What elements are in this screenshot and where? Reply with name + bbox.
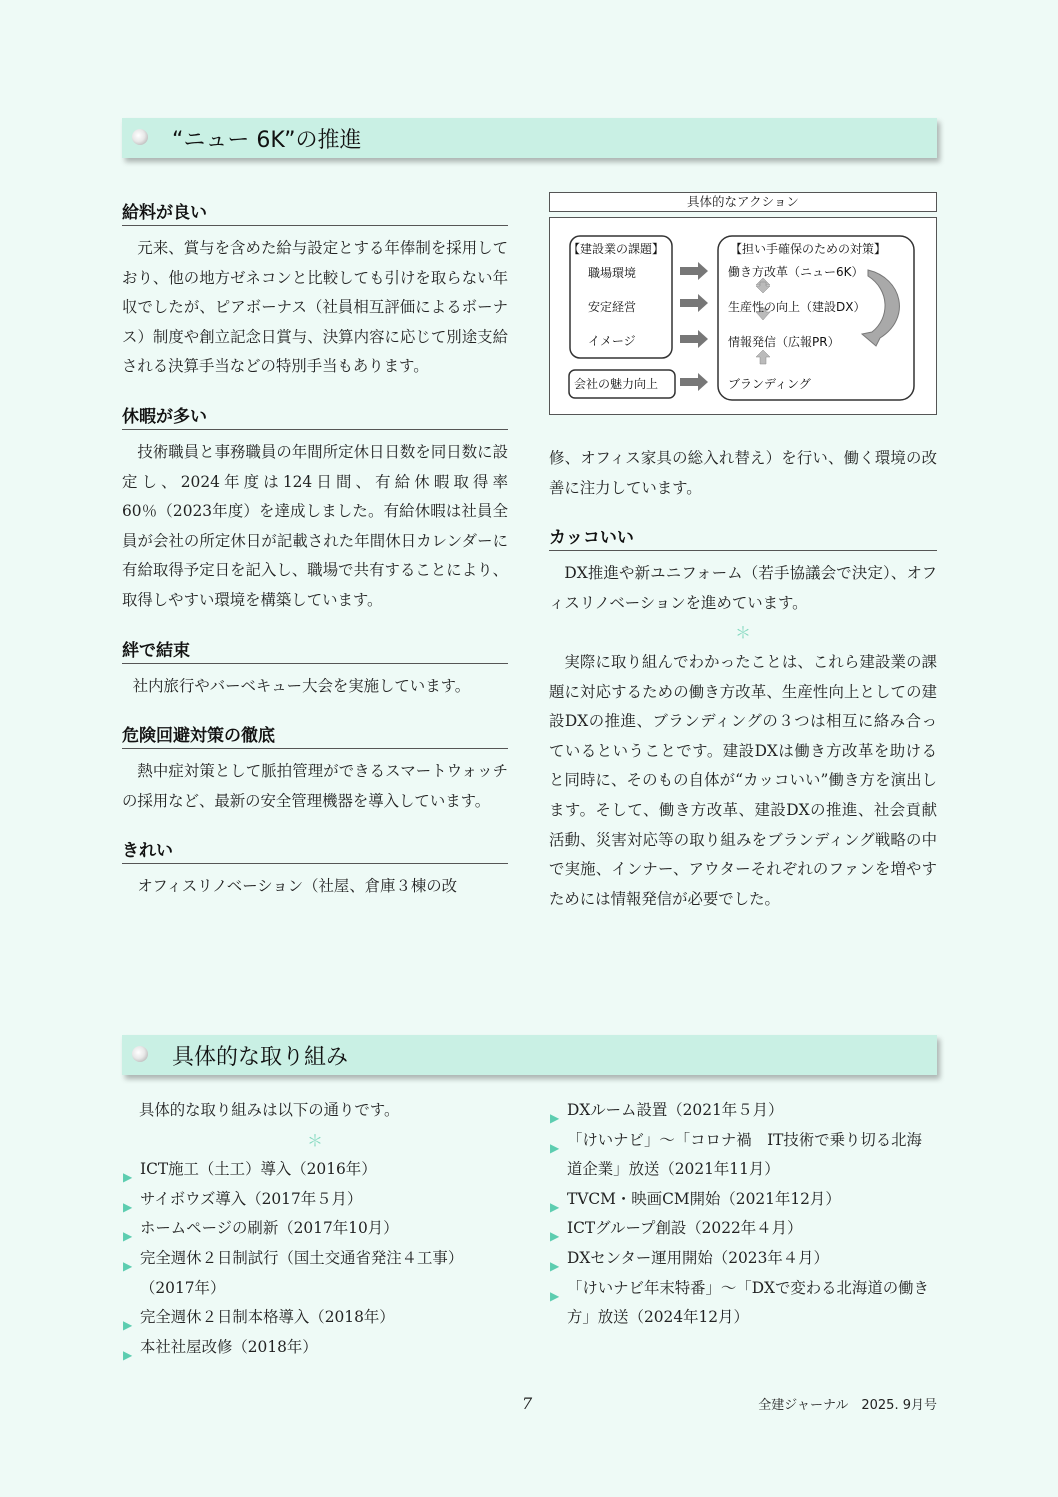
paragraph-cool: DX推進や新ユニフォーム（若手協議会で決定）、オフィスリノベーションを進めています。 bbox=[549, 564, 937, 612]
arrow-right-icons bbox=[680, 262, 708, 391]
section-header-initiatives bbox=[122, 1035, 937, 1075]
issue-image: イメージ bbox=[588, 334, 636, 348]
subheading-bond: 絆で結束 bbox=[122, 636, 508, 664]
left-column bbox=[122, 198, 508, 902]
subheading-salary: 給料が良い bbox=[122, 198, 508, 226]
triangle-bullet-icon: ▶ bbox=[550, 1199, 560, 1214]
issue-workplace: 職場環境 bbox=[588, 266, 637, 280]
triangle-bullet-icon: ▶ bbox=[123, 1229, 133, 1244]
triangle-bullet-icon: ▶ bbox=[550, 1140, 560, 1155]
subheading-safety: 危険回避対策の徹底 bbox=[122, 721, 508, 749]
measure-workstyle: 働き方改革（ニュー6K） bbox=[728, 265, 864, 279]
page-number: 7 bbox=[522, 1394, 533, 1413]
list-item: ▶ サイボウズ導入（2017年５月） bbox=[122, 1185, 508, 1215]
paragraph-summary: 実際に取り組んでわかったことは、これら建設業の課題に対応するための働き方改革、生産性向上としての建設DXの推進、ブランディングの３つは相互に絡み合っているということです。建設DXは働き方改革を助けると同時に、そのもの自体が“カッコいい”働き方を演出します。そして、働き方改革、建設DXの推進、社会貢献活動、災害対応等の取り組みをブランディング戦略の中で実施、インナー、アウターそれぞれのファンを増やすためには情報発信が必要でした。 bbox=[549, 652, 937, 908]
list-item: ▶ 「けいナビ年末特番」～「DXで変わる北海道の働き方」放送（2024年12月） bbox=[550, 1278, 929, 1327]
paragraph-holidays: 技術職員と事務職員の年間所定休日日数を同日数に設定し、2024年度は124日間、有給休暇取得率60％（2023年度）を達成しました。有給休暇は社員全員が会社の所定休日が記載された年間休日カレンダーに有給取得予定日を記入し、職場で共有することにより、取得しやすい環境を構築しています。 bbox=[122, 442, 508, 609]
asterisk-divider: ＊ bbox=[734, 623, 751, 643]
triangle-bullet-icon: ▶ bbox=[123, 1258, 133, 1273]
right-column bbox=[549, 444, 937, 914]
list-item: ▶ 完全週休２日制試行（国土交通省発注４工事）（2017年） bbox=[123, 1248, 464, 1297]
list-item: ▶ DXセンター運用開始（2023年４月） bbox=[549, 1244, 937, 1274]
paragraph-salary: 元来、賞与を含めた給与設定とする年俸制を採用しており、他の地方ゼネコンと比較しても引けを取らない年収でしたが、ピアボーナス（社員相互評価によるボーナス）制度や創立記念日賞与、決算内容に応じて別途支給される決算手当などの特別手当もあります。 bbox=[122, 239, 508, 376]
list-item: ▶ 本社社屋改修（2018年） bbox=[122, 1333, 508, 1363]
list-item: ▶ ICT施工（土工）導入（2016年） bbox=[122, 1155, 508, 1185]
initiatives-right bbox=[549, 1096, 937, 1333]
paragraph-bond: 社内旅行やバーベキュー大会を実施しています。 bbox=[132, 676, 471, 695]
measures-title: 【担い手確保のための対策】 bbox=[730, 242, 887, 256]
triangle-bullet-icon: ▶ bbox=[550, 1229, 560, 1244]
action-diagram bbox=[549, 217, 937, 415]
paragraph-clean: オフィスリノベーション（社屋、倉庫３棟の改 bbox=[137, 877, 458, 896]
subheading-holidays: 休暇が多い bbox=[122, 402, 508, 430]
paragraph-safety: 熱中症対策として脈拍管理ができるスマートウォッチの採用など、最新の安全管理機器を導入しています。 bbox=[122, 762, 508, 810]
issues-title: 【建設業の課題】 bbox=[568, 242, 665, 256]
triangle-bullet-icon: ▶ bbox=[550, 1288, 560, 1303]
subheading-cool: カッコいい bbox=[549, 523, 937, 551]
measure-branding: ブランディング bbox=[728, 377, 811, 391]
triangle-bullet-icon: ▶ bbox=[123, 1170, 133, 1185]
measure-dx: 生産性の向上（建設DX） bbox=[728, 300, 866, 314]
list-item: ▶ ホームページの刷新（2017年10月） bbox=[122, 1214, 508, 1244]
initiatives-left bbox=[122, 1096, 508, 1362]
subheading-clean: きれい bbox=[122, 836, 508, 864]
bullet-circle-icon bbox=[132, 1046, 148, 1062]
list-item: ▶ 完全週休２日制本格導入（2018年） bbox=[122, 1303, 508, 1333]
asterisk-divider: ＊ bbox=[306, 1130, 323, 1150]
intro-text: 具体的な取り組みは以下の通りです。 bbox=[138, 1101, 400, 1119]
list-item: ▶ TVCM・映画CM開始（2021年12月） bbox=[549, 1185, 937, 1215]
section-header-new-6k bbox=[122, 118, 937, 158]
list-item: ▶ ICTグループ創設（2022年４月） bbox=[549, 1214, 937, 1244]
triangle-bullet-icon: ▶ bbox=[550, 1258, 560, 1273]
paragraph-clean-continued: 修、オフィス家具の総入れ替え）を行い、働く環境の改善に注力しています。 bbox=[549, 449, 937, 497]
triangle-bullet-icon: ▶ bbox=[123, 1347, 133, 1362]
issue-stability: 安定経営 bbox=[588, 300, 637, 314]
diagram-caption: 具体的なアクション bbox=[549, 192, 937, 212]
triangle-bullet-icon: ▶ bbox=[550, 1111, 560, 1125]
list-item: ▶ DXルーム設置（2021年５月） bbox=[549, 1096, 937, 1126]
bullet-circle-icon bbox=[132, 129, 148, 145]
journal-name: 全建ジャーナル 2025. 9月号 bbox=[758, 1398, 937, 1413]
measure-pr: 情報発信（広報PR） bbox=[728, 335, 840, 349]
list-item: ▶ 「けいナビ」～「コロナ禍 IT技術で乗り切る北海道企業」放送（2021年11月） bbox=[550, 1130, 922, 1179]
triangle-bullet-icon: ▶ bbox=[123, 1318, 133, 1333]
section-title: 具体的な取り組み bbox=[172, 1045, 349, 1070]
issue-appeal: 会社の魅力向上 bbox=[574, 377, 659, 391]
section-title: “ニュー 6K”の推進 bbox=[172, 128, 362, 153]
triangle-bullet-icon: ▶ bbox=[123, 1199, 133, 1214]
